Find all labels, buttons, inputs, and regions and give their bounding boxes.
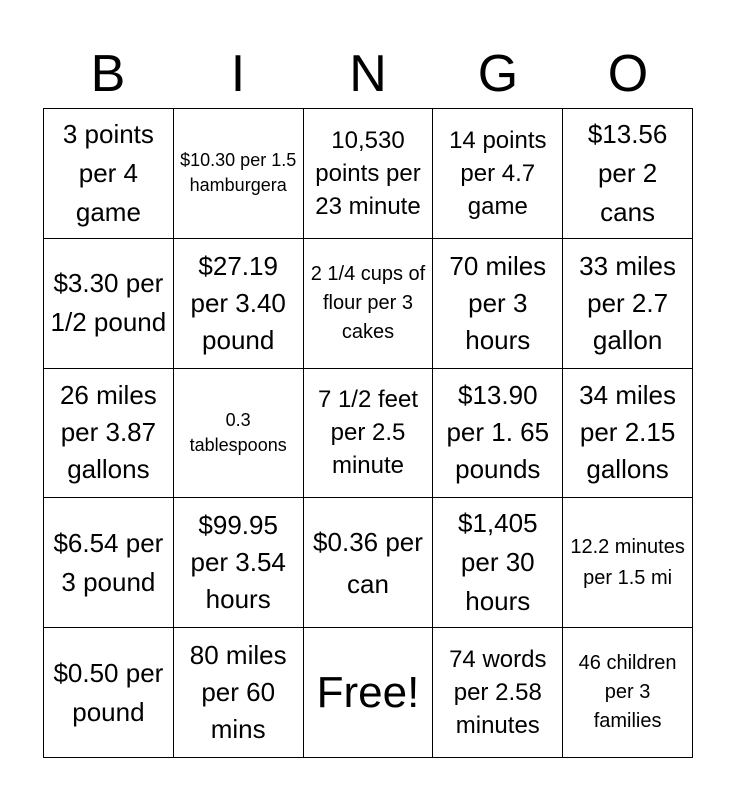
header-letter-n: N (349, 45, 387, 103)
bingo-header (43, 40, 693, 108)
bingo-cell[interactable] (44, 498, 174, 628)
bingo-cell[interactable] (563, 628, 693, 758)
header-letter-o: O (607, 45, 649, 103)
bingo-cell[interactable] (174, 369, 304, 499)
cell-text: $1,405 per 30 hours (458, 508, 538, 617)
bingo-cell[interactable] (44, 239, 174, 369)
header-letter-i: I (230, 45, 246, 103)
bingo-cell[interactable] (433, 109, 563, 239)
bingo-cell[interactable] (304, 498, 434, 628)
cell-text: 0.3 tablespoons (189, 409, 287, 455)
cell-text: 10,530 points per 23 minute (315, 126, 421, 220)
header-letter-b: B (90, 45, 126, 103)
cell-text: 14 points per 4.7 game (449, 126, 547, 220)
cell-text: 33 miles per 2.7 gallon (579, 250, 676, 355)
bingo-cell[interactable] (433, 498, 563, 628)
cell-text: 80 miles per 60 mins (189, 640, 287, 745)
bingo-cell[interactable] (304, 239, 434, 369)
cell-text: $0.50 per pound (53, 657, 164, 727)
cell-text: $0.36 per can (313, 526, 423, 599)
bingo-cell[interactable] (44, 369, 174, 499)
cell-text: 34 miles per 2.15 gallons (579, 380, 676, 485)
cell-text: 74 words per 2.58 minutes (449, 646, 547, 740)
bingo-cell[interactable] (433, 628, 563, 758)
bingo-cell[interactable] (433, 369, 563, 499)
cell-text: $10.30 per 1.5 hamburgera (180, 150, 297, 196)
free-space-cell[interactable] (304, 628, 434, 758)
bingo-cell[interactable] (563, 498, 693, 628)
header-letter-g: G (477, 45, 519, 103)
cell-text: $6.54 per 3 pound (53, 527, 164, 597)
bingo-cell[interactable] (563, 109, 693, 239)
cell-text: 26 miles per 3.87 gallons (59, 380, 157, 485)
free-space-text: Free! (316, 667, 420, 717)
cell-text: 12.2 minutes per 1.5 mi (570, 535, 685, 589)
bingo-cell[interactable] (44, 109, 174, 239)
cell-text: 2 1/4 cups of flour per 3 cakes (310, 262, 426, 343)
bingo-cell[interactable] (304, 369, 434, 499)
cell-text: 46 children per 3 families (578, 652, 677, 733)
cell-text: $13.56 per 2 cans (587, 118, 668, 227)
bingo-cell[interactable] (174, 109, 304, 239)
bingo-card-grid (43, 108, 693, 758)
bingo-cell[interactable] (563, 369, 693, 499)
bingo-cell[interactable] (563, 239, 693, 369)
bingo-cell[interactable] (304, 109, 434, 239)
bingo-cell[interactable] (174, 628, 304, 758)
bingo-cell[interactable] (433, 239, 563, 369)
cell-text: $99.95 per 3.54 hours (190, 510, 286, 615)
cell-text: 3 points per 4 game (62, 118, 154, 227)
cell-text: $27.19 per 3.40 pound (190, 250, 286, 355)
bingo-cell[interactable] (174, 498, 304, 628)
cell-text: 70 miles per 3 hours (449, 250, 547, 355)
bingo-cell[interactable] (44, 628, 174, 758)
cell-text: 7 1/2 feet per 2.5 minute (317, 386, 419, 480)
cell-text: $3.30 per 1/2 pound (50, 268, 167, 338)
cell-text: $13.90 per 1. 65 pounds (446, 380, 550, 485)
bingo-cell[interactable] (174, 239, 304, 369)
